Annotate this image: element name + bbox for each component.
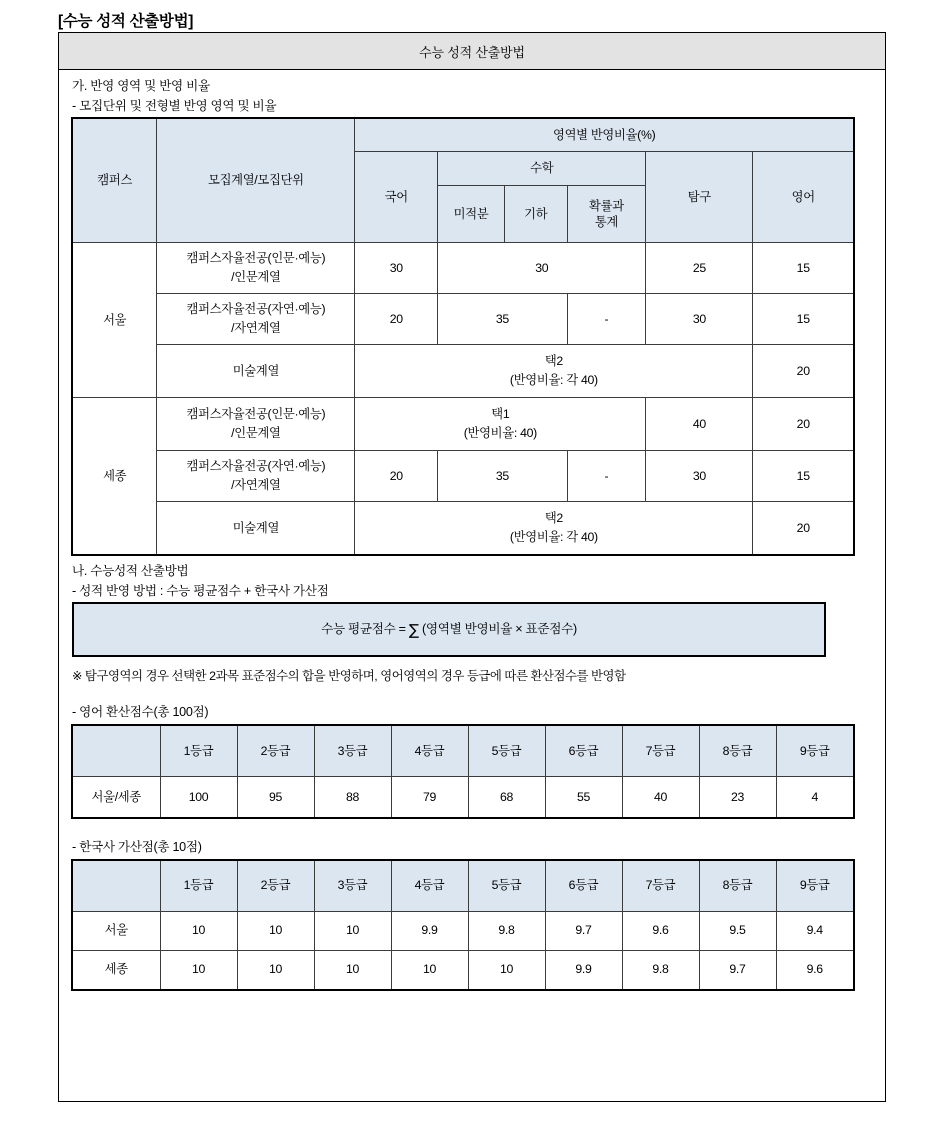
header-grade-5: 5등급 <box>468 725 545 777</box>
cell-score: 9.4 <box>776 911 854 950</box>
cell-score: 100 <box>160 776 237 818</box>
cell-score: 10 <box>468 950 545 990</box>
cell-score: 10 <box>160 911 237 950</box>
header-grade-1: 1등급 <box>160 725 237 777</box>
table-header-row <box>72 725 854 777</box>
cell-unit-line2: /인문계열 <box>231 270 281 285</box>
header-korean: 국어 <box>355 152 438 243</box>
cell-unit-line2: /인문계열 <box>231 426 281 441</box>
section-a-heading: 가. 반영 영역 및 반영 비율 <box>72 79 210 93</box>
cell-unit-line2: /자연계열 <box>231 321 281 336</box>
cell-english: 20 <box>753 345 854 398</box>
row-label: 서울 <box>72 911 160 950</box>
cell-score: 9.5 <box>699 911 776 950</box>
cell-unit <box>157 294 355 345</box>
cell-score: 88 <box>314 776 391 818</box>
table-row <box>72 243 854 294</box>
english-table-caption: - 영어 환산점수(총 100점) <box>72 705 209 720</box>
cell-inquiry: 40 <box>646 398 753 451</box>
cell-score: 40 <box>622 776 699 818</box>
header-ratio-group: 영역별 반영비율(%) <box>355 118 854 152</box>
cell-inquiry: 25 <box>646 243 753 294</box>
header-math-probability-line2: 통계 <box>594 215 618 230</box>
cell-math-calc-geo: 35 <box>438 294 567 345</box>
cell-unit-line1: 캠퍼스자율전공(인문·예능) <box>186 251 326 266</box>
english-conversion-table <box>71 724 855 819</box>
cell-english: 20 <box>753 398 854 451</box>
cell-choice-line2: (반영비율: 각 40) <box>509 373 598 388</box>
cell-korean: 20 <box>355 451 438 502</box>
table-row <box>72 294 854 345</box>
header-grade-2: 2등급 <box>237 725 314 777</box>
table-header-row <box>72 860 854 912</box>
header-grade-8: 8등급 <box>699 725 776 777</box>
header-grade-9: 9등급 <box>776 725 854 777</box>
row-label: 서울/세종 <box>72 776 160 818</box>
cell-score: 10 <box>314 950 391 990</box>
cell-choice <box>355 502 753 556</box>
cell-unit: 미술계열 <box>157 345 355 398</box>
cell-math-probability: - <box>567 451 646 502</box>
cell-choice-line1: 택1 <box>491 407 510 422</box>
header-grade-3: 3등급 <box>314 860 391 912</box>
cell-math-merged: 30 <box>438 243 646 294</box>
header-math-probability-line1: 확률과 <box>589 198 624 213</box>
cell-choice-line1: 택2 <box>544 511 563 526</box>
formula-suffix: (영역별 반영비율 × 표준점수) <box>418 622 577 637</box>
row-label: 세종 <box>72 950 160 990</box>
cell-score: 4 <box>776 776 854 818</box>
header-math-calculus: 미적분 <box>438 186 505 243</box>
panel-title-bar <box>59 33 885 70</box>
header-grade-4: 4등급 <box>391 725 468 777</box>
cell-campus-seoul: 서울 <box>72 243 157 398</box>
header-grade-4: 4등급 <box>391 860 468 912</box>
cell-score: 10 <box>160 950 237 990</box>
cell-score: 68 <box>468 776 545 818</box>
content-frame <box>58 32 886 1102</box>
header-grade-7: 7등급 <box>622 860 699 912</box>
cell-score: 10 <box>237 911 314 950</box>
cell-score: 9.9 <box>545 950 622 990</box>
header-grade-5: 5등급 <box>468 860 545 912</box>
table-row <box>72 776 854 818</box>
cell-score: 55 <box>545 776 622 818</box>
cell-choice-line2: (반영비율: 각 40) <box>509 530 598 545</box>
section-a-subheading: - 모집단위 및 전형별 반영 영역 및 비율 <box>72 98 277 113</box>
cell-choice-line2: (반영비율: 40) <box>463 426 537 441</box>
cell-inquiry: 30 <box>646 451 753 502</box>
formula-box <box>72 602 826 657</box>
header-grade-1: 1등급 <box>160 860 237 912</box>
cell-unit: 미술계열 <box>157 502 355 556</box>
sigma-icon: ∑ <box>408 621 419 640</box>
cell-korean: 20 <box>355 294 438 345</box>
table-row <box>72 451 854 502</box>
document-heading: [수능 성적 산출방법] <box>58 13 194 30</box>
cell-english: 15 <box>753 243 854 294</box>
header-unit: 모집계열/모집단위 <box>157 118 355 243</box>
cell-score: 9.7 <box>545 911 622 950</box>
cell-score: 79 <box>391 776 468 818</box>
header-grade-8: 8등급 <box>699 860 776 912</box>
cell-campus-sejong: 세종 <box>72 398 157 556</box>
cell-score: 9.6 <box>622 911 699 950</box>
section-b-note: ※ 탐구영역의 경우 선택한 2과목 표준점수의 합을 반영하며, 영어영역의 경우 등급에 따른 환산점수를 반영함 <box>72 669 626 684</box>
cell-score: 10 <box>237 950 314 990</box>
cell-score: 23 <box>699 776 776 818</box>
cell-score: 9.6 <box>776 950 854 990</box>
cell-english: 15 <box>753 294 854 345</box>
cell-score: 9.8 <box>468 911 545 950</box>
cell-score: 9.9 <box>391 911 468 950</box>
cell-score: 95 <box>237 776 314 818</box>
header-grade-3: 3등급 <box>314 725 391 777</box>
cell-choice <box>355 345 753 398</box>
cell-score: 9.7 <box>699 950 776 990</box>
cell-score: 9.8 <box>622 950 699 990</box>
header-grade-6: 6등급 <box>545 860 622 912</box>
header-campus: 캠퍼스 <box>72 118 157 243</box>
reflection-ratio-table <box>71 117 855 556</box>
header-english: 영어 <box>753 152 854 243</box>
cell-unit <box>157 398 355 451</box>
header-grade-2: 2등급 <box>237 860 314 912</box>
header-inquiry: 탐구 <box>646 152 753 243</box>
header-math: 수학 <box>438 152 646 186</box>
header-grade-7: 7등급 <box>622 725 699 777</box>
header-math-probability <box>567 186 646 243</box>
cell-score: 10 <box>391 950 468 990</box>
cell-unit <box>157 243 355 294</box>
cell-score: 10 <box>314 911 391 950</box>
header-grade-6: 6등급 <box>545 725 622 777</box>
section-b-heading: 나. 수능성적 산출방법 <box>72 564 189 579</box>
history-table-caption: - 한국사 가산점(총 10점) <box>72 839 202 854</box>
header-blank-corner <box>72 725 160 777</box>
formula-prefix: 수능 평균점수 = <box>321 622 409 637</box>
table-row <box>72 502 854 556</box>
table-row <box>72 398 854 451</box>
cell-choice-line1: 택2 <box>544 354 563 369</box>
cell-korean: 30 <box>355 243 438 294</box>
cell-inquiry: 30 <box>646 294 753 345</box>
panel-title-text: 수능 성적 산출방법 <box>419 44 525 60</box>
cell-english: 15 <box>753 451 854 502</box>
cell-unit-line2: /자연계열 <box>231 478 281 493</box>
cell-english: 20 <box>753 502 854 556</box>
cell-unit-line1: 캠퍼스자율전공(자연·예능) <box>186 302 326 317</box>
table-row <box>72 911 854 950</box>
header-grade-9: 9등급 <box>776 860 854 912</box>
cell-math-probability: - <box>567 294 646 345</box>
header-blank-corner <box>72 860 160 912</box>
cell-unit-line1: 캠퍼스자율전공(자연·예능) <box>186 459 326 474</box>
table-row <box>72 950 854 990</box>
frame-body <box>59 70 885 991</box>
cell-unit-line1: 캠퍼스자율전공(인문·예능) <box>186 407 326 422</box>
header-math-geometry: 기하 <box>504 186 567 243</box>
cell-math-calc-geo: 35 <box>438 451 567 502</box>
cell-unit <box>157 451 355 502</box>
section-b-method-line: - 성적 반영 방법 : 수능 평균점수 + 한국사 가산점 <box>72 583 329 598</box>
table-row <box>72 345 854 398</box>
korean-history-bonus-table <box>71 859 855 991</box>
table-header-row-1 <box>72 118 854 152</box>
cell-choice <box>355 398 646 451</box>
